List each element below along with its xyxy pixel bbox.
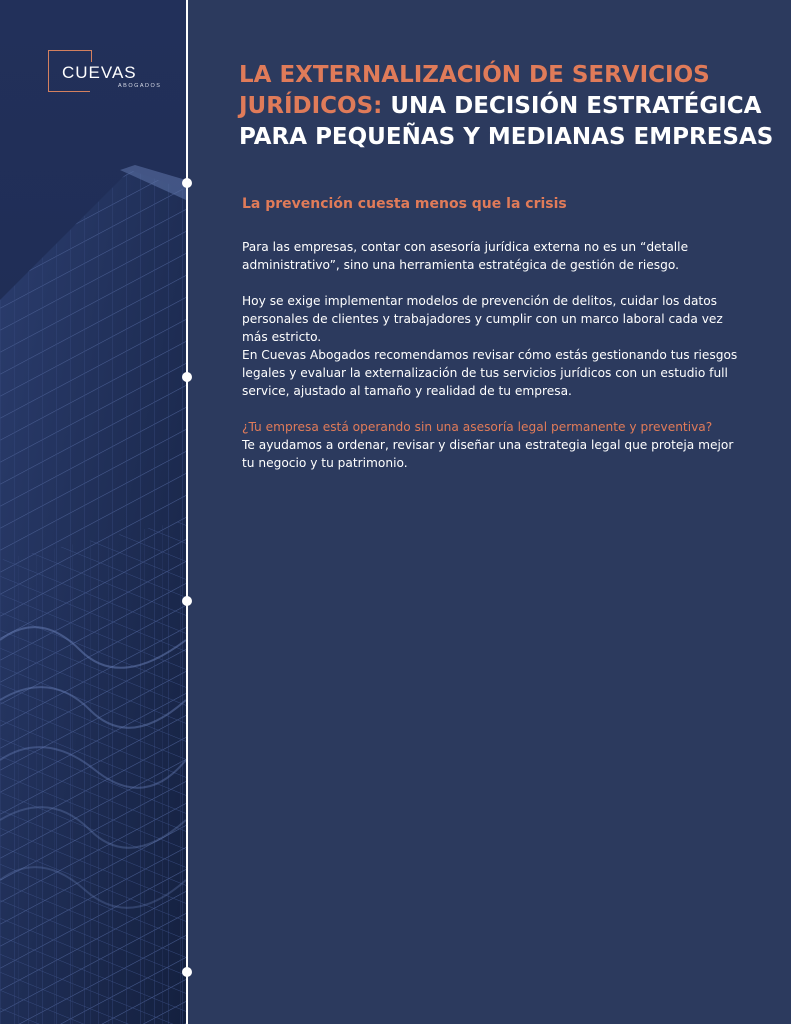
building-illustration bbox=[0, 0, 186, 1024]
timeline-dot bbox=[182, 596, 192, 606]
vertical-divider bbox=[186, 0, 188, 1024]
title-accent: LA EXTERNALIZACIÓN DE SERVICIOS JURÍDICOS: bbox=[239, 62, 710, 119]
logo bbox=[48, 50, 162, 96]
logo-name: CUEVAS bbox=[62, 63, 137, 82]
section-heading: La prevención cuesta menos que la crisis bbox=[242, 196, 567, 212]
timeline-dot bbox=[182, 967, 192, 977]
paragraph-recommendation: En Cuevas Abogados recomendamos revisar cómo estás gestionando tus riesgos legales y evaluar la externalización de tus servicios jurídicos con un estudio full service, ajustado al tamaño y realidad de tu empresa. bbox=[242, 348, 738, 398]
article-body bbox=[242, 194, 742, 472]
page-title bbox=[239, 60, 779, 153]
paragraph-closing: Te ayudamos a ordenar, revisar y diseñar una estrategia legal que proteja mejor tu negocio y tu patrimonio. bbox=[242, 438, 734, 470]
question-text: ¿Tu empresa está operando sin una asesoría legal permanente y preventiva? bbox=[242, 420, 713, 434]
timeline-dot bbox=[182, 372, 192, 382]
logo-tagline: ABOGADOS bbox=[118, 83, 162, 89]
paragraph-intro: Para las empresas, contar con asesoría jurídica externa no es un “detalle administrativo”, sino una herramienta estratégica de gestión de riesgo. bbox=[242, 240, 689, 272]
paragraph-requirements: Hoy se exige implementar modelos de prevención de delitos, cuidar los datos personales de clientes y trabajadores y cumplir con un marco laboral cada vez más estricto. bbox=[242, 294, 723, 344]
title-rest: UNA DECISIÓN ESTRATÉGICA PARA PEQUEÑAS Y MEDIANAS EMPRESAS bbox=[239, 93, 774, 150]
building-photo-panel bbox=[0, 0, 186, 1024]
timeline-dot bbox=[182, 178, 192, 188]
